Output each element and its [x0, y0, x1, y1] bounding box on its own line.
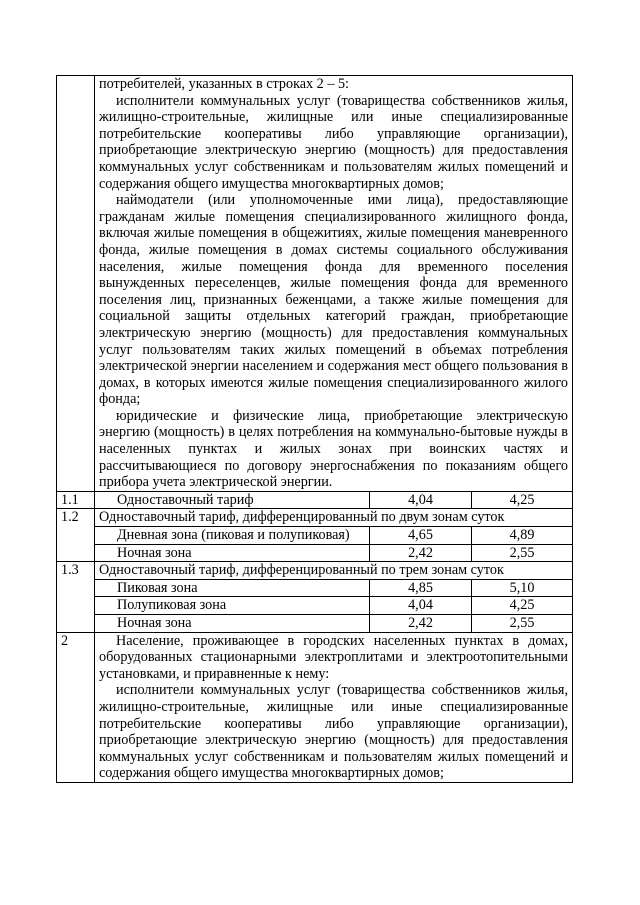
tariff-table [56, 75, 573, 783]
row-number: 1.2 [57, 509, 95, 562]
tariff-value-1: 4,04 [370, 597, 472, 615]
tariff-value-1: 2,42 [370, 615, 472, 633]
table-row-1-3-semipeak [57, 597, 573, 615]
table-row-2 [57, 632, 573, 782]
paragraph-population-intro: Население, проживающее в городских населенных пунктах в домах, оборудованных стационарными электроплитами и электроотопительными установками, и приравненные к нему: [99, 632, 569, 682]
tariff-value-2: 2,55 [472, 615, 573, 633]
zone-label: Дневная зона (пиковая и полупиковая) [95, 527, 370, 545]
row-number: 1.1 [57, 491, 95, 509]
tariff-value-1: 4,04 [370, 491, 472, 509]
document-page [56, 75, 572, 851]
table-row-1-2-day [57, 527, 573, 545]
tariff-group-label: Одноставочный тариф, дифференцированный по двум зонам суток [95, 509, 573, 527]
table-row-1-2-night [57, 544, 573, 562]
paragraph-landlords: наймодатели (или уполномоченные ими лица), предоставляющие гражданам жилые помещения специализированного жилищного фонда, включая жилые помещения в общежитиях, жилые помещения маневренного фонда, жилые помещения в домах системы социального обслуживания населения, жилые помещения фонда для временного поселения вынужденных переселенцев, жилые помещения фонда для временного поселения лиц, признанных беженцами, а также жилые помещения для социальной защиты отдельных категорий граждан, приобретающие электрическую энергию (мощность) для предоставления коммунальных услуг пользователям таких жилых помещений в объемах потребления электрической энергии населением и содержания мест общего пользования в домах, в которых имеются жилые помещения специализированного жилого фонда; [99, 192, 569, 408]
zone-label: Полупиковая зона [95, 597, 370, 615]
row-number: 2 [57, 632, 95, 782]
tariff-value-1: 4,85 [370, 579, 472, 597]
tariff-value-2: 5,10 [472, 579, 573, 597]
zone-label: Пиковая зона [95, 579, 370, 597]
tariff-value-1: 2,42 [370, 544, 472, 562]
description-cell [95, 632, 573, 782]
row-number-cell [57, 76, 95, 492]
paragraph-utility-providers: исполнители коммунальных услуг (товарищества собственников жилья, жилищно-строительные, жилищные или иные специализированные потребительские кооперативы либо управляющие организации), приобретающие электрическую энергию (мощность) для предоставления коммунальных услуг собственникам и пользователям жилых помещений и содержания общего имущества многоквартирных домов; [99, 682, 569, 782]
tariff-value-2: 4,25 [472, 597, 573, 615]
table-row-1-3 [57, 562, 573, 580]
table-row-1-2 [57, 509, 573, 527]
zone-label: Ночная зона [95, 615, 370, 633]
tariff-value-1: 4,65 [370, 527, 472, 545]
tariff-value-2: 4,89 [472, 527, 573, 545]
description-cell [95, 76, 573, 492]
row-number: 1.3 [57, 562, 95, 632]
tariff-label: Одноставочный тариф [95, 491, 370, 509]
table-row-1-3-night [57, 615, 573, 633]
table-row-1-description [57, 76, 573, 492]
tariff-group-label: Одноставочный тариф, дифференцированный по трем зонам суток [95, 562, 573, 580]
table-row-1-1 [57, 491, 573, 509]
continuation-line: потребителей, указанных в строках 2 – 5: [99, 76, 349, 92]
paragraph-legal-entities: юридические и физические лица, приобретающие электрическую энергию (мощность) в целях потребления на коммунально-бытовые нужды в населенных пунктах и жилых зонах при воинских частях и рассчитывающиеся по договору энергоснабжения по показаниям общего прибора учета электрической энергии. [99, 407, 569, 491]
table-row-1-3-peak [57, 579, 573, 597]
paragraph-utility-providers: исполнители коммунальных услуг (товарищества собственников жилья, жилищно-строительные, жилищные или иные специализированные потребительские кооперативы либо управляющие организации), приобретающие электрическую энергию (мощность) для предоставления коммунальных услуг собственникам и пользователям жилых помещений и содержания общего имущества многоквартирных домов; [99, 92, 569, 192]
zone-label: Ночная зона [95, 544, 370, 562]
tariff-value-2: 4,25 [472, 491, 573, 509]
tariff-value-2: 2,55 [472, 544, 573, 562]
